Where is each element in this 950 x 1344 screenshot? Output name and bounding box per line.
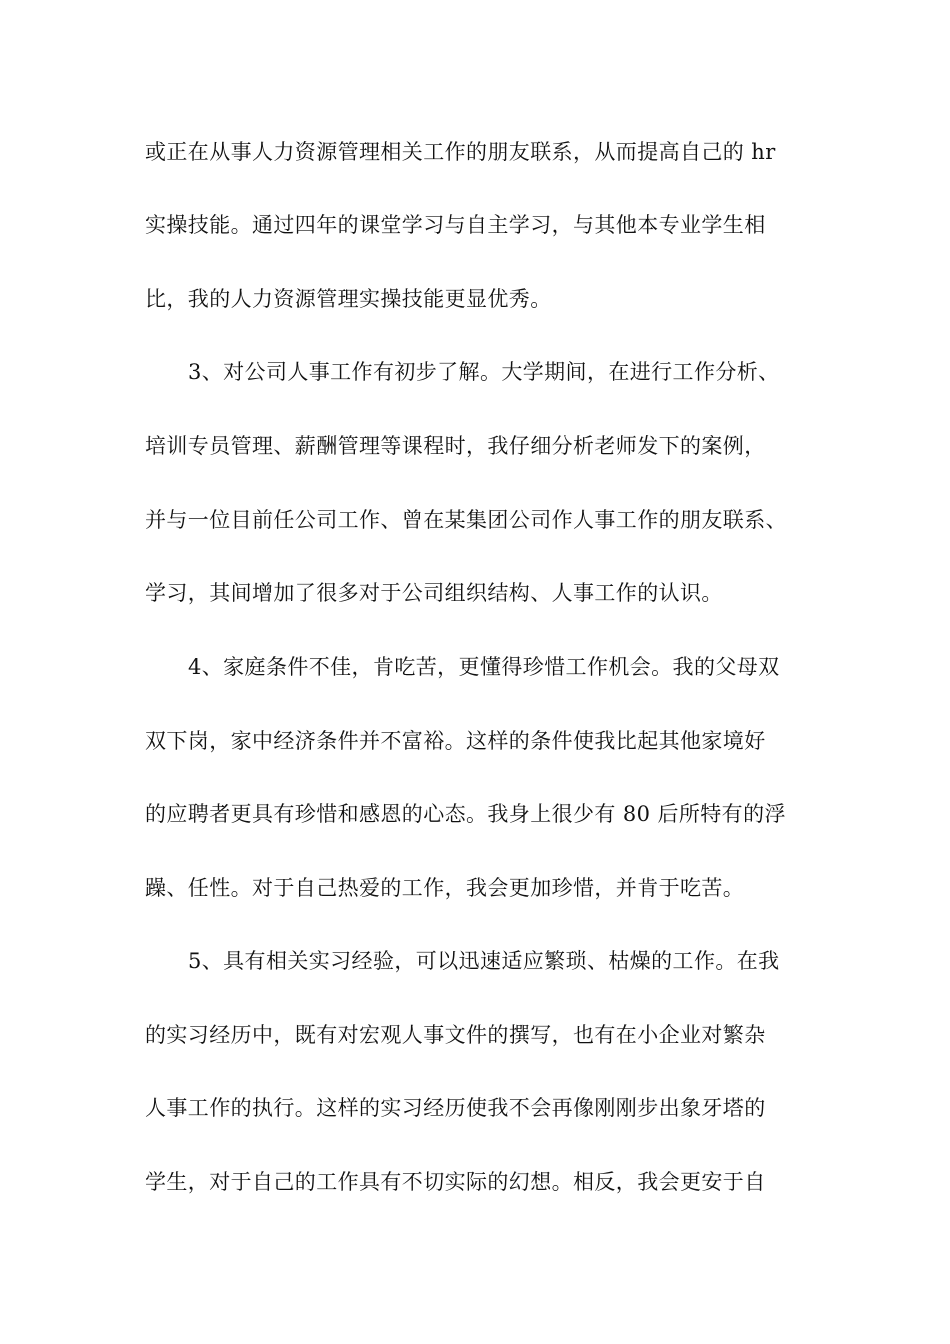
text-line: 学生，对于自己的工作具有不切实际的幻想。相反，我会更安于自 (145, 1170, 766, 1194)
text-line: 5、具有相关实习经验，可以迅速适应繁琐、枯燥的工作。在我 (188, 949, 780, 973)
text-line: 或正在从事人力资源管理相关工作的朋友联系，从而提高自己的 hr (145, 140, 776, 164)
text-line: 培训专员管理、薪酬管理等课程时，我仔细分析老师发下的案例， (145, 434, 766, 458)
text-line: 4、家庭条件不佳，肯吃苦，更懂得珍惜工作机会。我的父母双 (188, 655, 780, 679)
text-line: 的应聘者更具有珍惜和感恩的心态。我身上很少有 80 后所特有的浮 (145, 802, 786, 826)
text-line: 的实习经历中，既有对宏观人事文件的撰写，也有在小企业对繁杂 (145, 1023, 766, 1047)
text-line: 并与一位目前任公司工作、曾在某集团公司作人事工作的朋友联系、 (145, 508, 787, 532)
text-line: 3、对公司人事工作有初步了解。大学期间，在进行工作分析、 (188, 360, 780, 384)
text-line: 比，我的人力资源管理实操技能更显优秀。 (145, 287, 552, 311)
text-line: 双下岗，家中经济条件并不富裕。这样的条件使我比起其他家境好 (145, 729, 766, 753)
text-line: 学习，其间增加了很多对于公司组织结构、人事工作的认识。 (145, 581, 723, 605)
text-line: 躁、任性。对于自己热爱的工作，我会更加珍惜，并肯于吃苦。 (145, 876, 745, 900)
text-line: 实操技能。通过四年的课堂学习与自主学习，与其他本专业学生相 (145, 213, 766, 237)
text-line: 人事工作的执行。这样的实习经历使我不会再像刚刚步出象牙塔的 (145, 1096, 766, 1120)
